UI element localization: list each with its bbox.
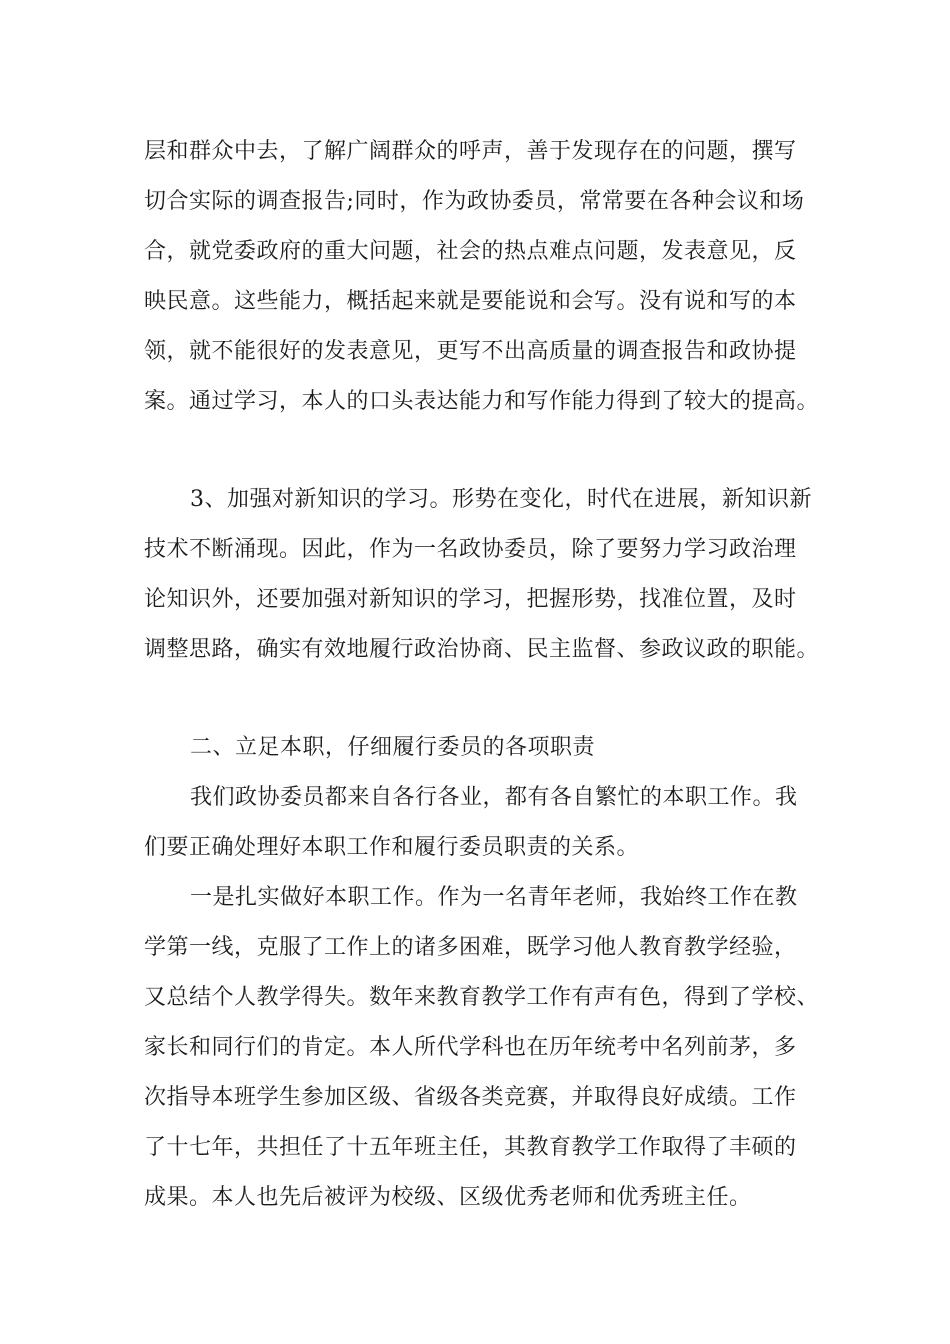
paragraph-line: 次指导本班学生参加区级、省级各类竞赛，并取得良好成绩。工作	[144, 1085, 797, 1110]
paragraph-line: 领，就不能很好的发表意见，更写不出高质量的调查报告和政协提	[144, 339, 797, 364]
paragraph-line: 成果。本人也先后被评为校级、区级优秀老师和优秀班主任。	[144, 1185, 752, 1210]
paragraph-line: 映民意。这些能力，概括起来就是要能说和会写。没有说和写的本	[144, 289, 797, 314]
paragraph-line: 切合实际的调查报告;同时，作为政协委员，常常要在各种会议和场	[144, 189, 805, 214]
paragraph-line: 学第一线，克服了工作上的诸多困难，既学习他人教育教学经验，	[144, 935, 797, 960]
paragraph-line: 又总结个人教学得失。数年来教育教学工作有声有色，得到了学校、	[144, 985, 820, 1010]
paragraph-line: 技术不断涌现。因此，作为一名政协委员，除了要努力学习政治理	[144, 537, 797, 562]
paragraph-line: 层和群众中去，了解广阔群众的呼声，善于发现存在的问题，撰写	[144, 139, 797, 164]
paragraph-line: 了十七年，共担任了十五年班主任，其教育教学工作取得了丰硕的	[144, 1135, 797, 1160]
paragraph-line: 家长和同行们的肯定。本人所代学科也在历年统考中名列前茅，多	[144, 1035, 797, 1060]
paragraph-line: 一是扎实做好本职工作。作为一名青年老师，我始终工作在教	[190, 885, 798, 910]
section-heading: 二、立足本职，仔细履行委员的各项职责	[190, 735, 596, 760]
paragraph-line: 3、加强对新知识的学习。形势在变化，时代在进展，新知识新	[190, 487, 812, 512]
paragraph-line: 们要正确处理好本职工作和履行委员职责的关系。	[144, 835, 640, 860]
paragraph-line: 我们政协委员都来自各行各业，都有各自繁忙的本职工作。我	[190, 785, 798, 810]
paragraph-line: 调整思路，确实有效地履行政治协商、民主监督、参政议政的职能。	[144, 637, 820, 662]
paragraph-line: 合，就党委政府的重大问题，社会的热点难点问题，发表意见，反	[144, 239, 797, 264]
paragraph-line: 论知识外，还要加强对新知识的学习，把握形势，找准位置，及时	[144, 587, 797, 612]
paragraph-line: 案。通过学习，本人的口头表达能力和写作能力得到了较大的提高。	[144, 389, 820, 414]
